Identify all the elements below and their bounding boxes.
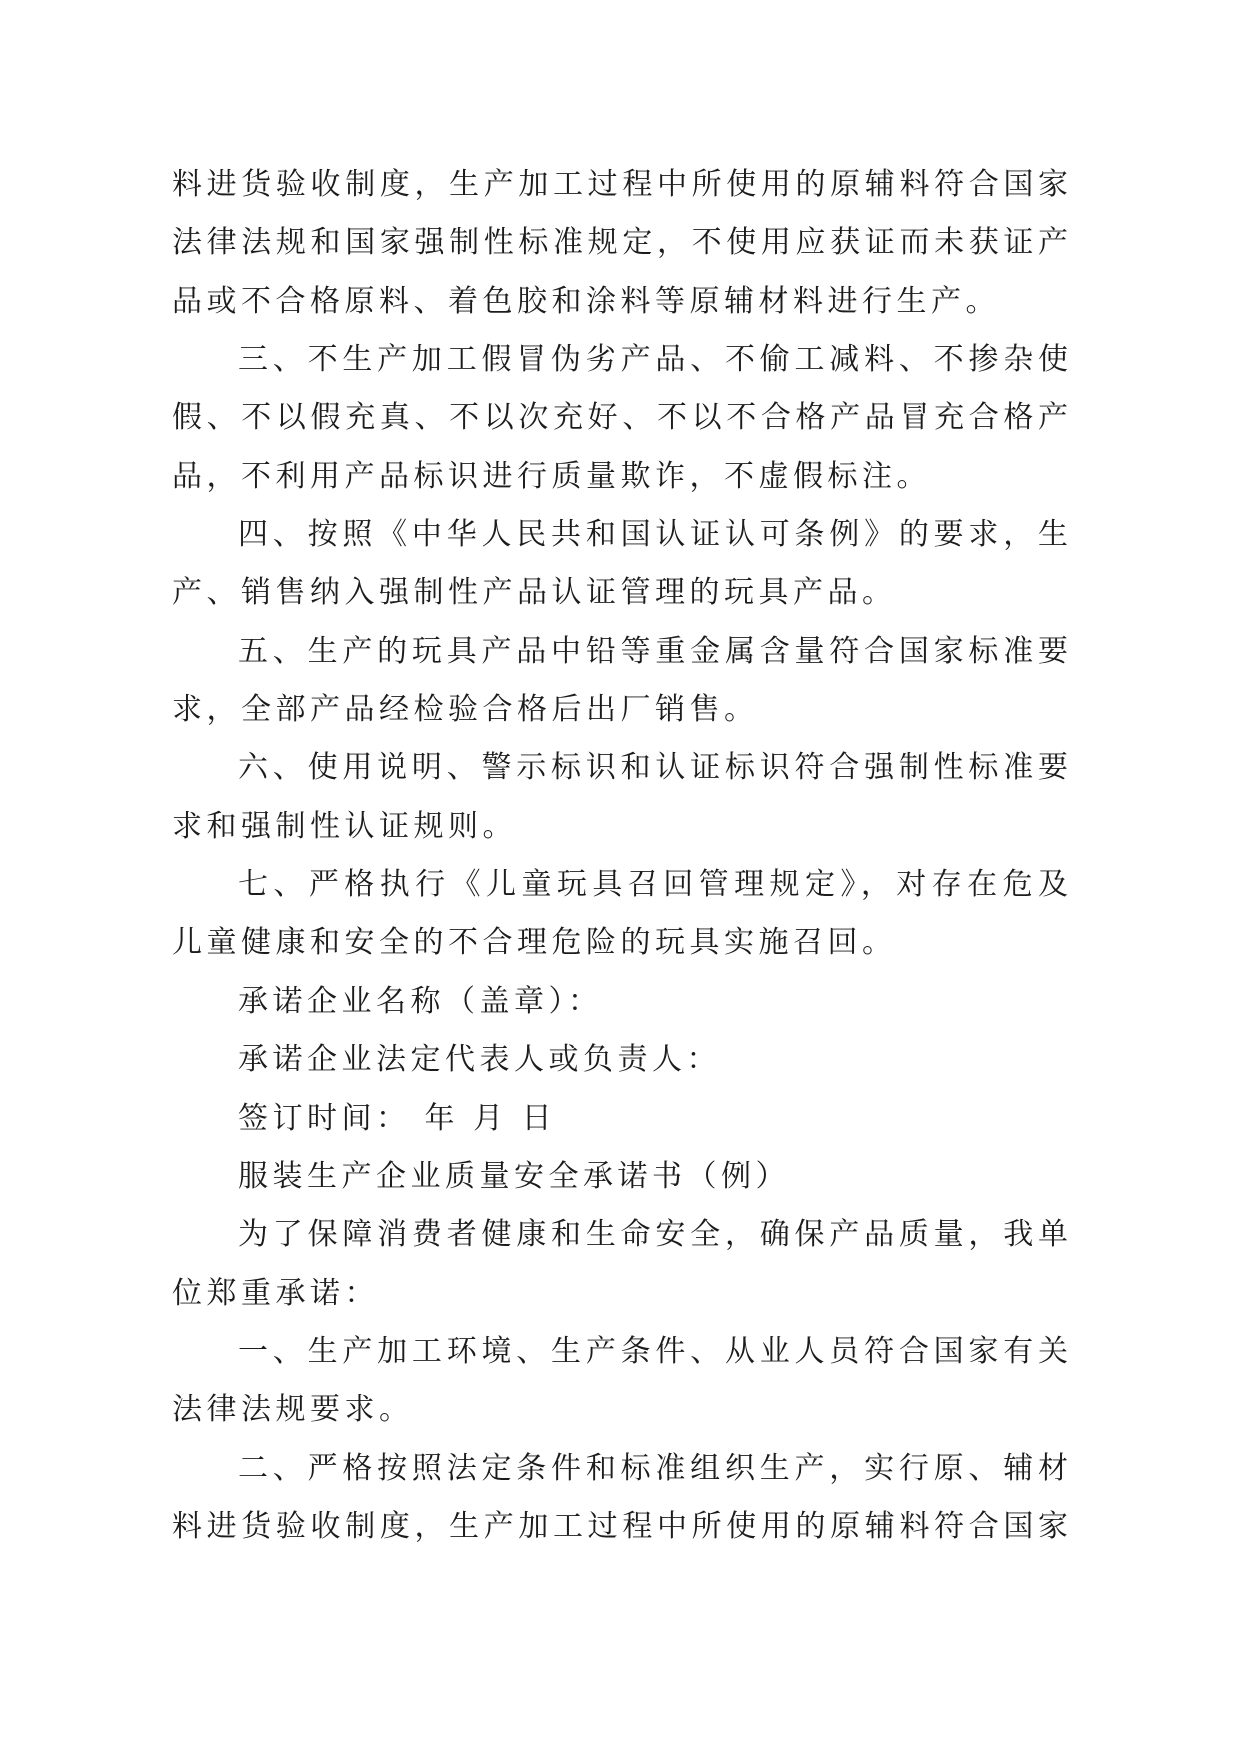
text-line: 法律法规和国家强制性标准规定，不使用应获证而未获证产 xyxy=(172,225,1072,261)
text-line: 求，全部产品经检验合格后出厂销售。 xyxy=(172,692,759,728)
text-line: 七、严格执行《儿童玩具召回管理规定》，对存在危及 xyxy=(238,867,1072,903)
clause-two-paragraph xyxy=(172,1440,1072,1557)
text-line: 假、不以假充真、不以次充好、不以不合格产品冒充合格产 xyxy=(172,400,1072,436)
clause-six-paragraph xyxy=(172,739,1072,856)
text-line: 求和强制性认证规则。 xyxy=(172,808,517,844)
text-line: 法律法规要求。 xyxy=(172,1392,414,1428)
text-line: 承诺企业名称（盖章）： xyxy=(238,983,603,1019)
text-line: 料进货验收制度，生产加工过程中所使用的原辅料符合国家 xyxy=(172,167,1072,202)
text-line: 二、严格按照法定条件和标准组织生产，实行原、辅材 xyxy=(238,1450,1072,1486)
text-line: 儿童健康和安全的不合理危险的玩具实施召回。 xyxy=(172,925,897,961)
text-line: 品或不合格原料、着色胶和涂料等原辅材料进行生产。 xyxy=(172,283,1000,319)
text-line: 四、按照《中华人民共和国认证认可条例》的要求，生 xyxy=(238,517,1072,553)
text-line: 为了保障消费者健康和生命安全，确保产品质量，我单 xyxy=(238,1217,1072,1253)
company-name-line xyxy=(172,973,1072,1031)
text-line: 签订时间： 年 月 日 xyxy=(238,1100,557,1136)
clause-three-paragraph xyxy=(172,331,1072,506)
signing-date-line xyxy=(172,1090,1072,1148)
text-line: 三、不生产加工假冒伪劣产品、不偷工减料、不掺杂使 xyxy=(238,342,1072,378)
clause-seven-paragraph xyxy=(172,856,1072,973)
section-heading xyxy=(172,1148,1072,1206)
clause-five-paragraph xyxy=(172,623,1072,740)
text-line: 一、生产加工环境、生产条件、从业人员符合国家有关 xyxy=(238,1333,1072,1369)
continued-paragraph xyxy=(172,156,1072,331)
legal-representative-line xyxy=(172,1031,1072,1089)
text-line: 产、销售纳入强制性产品认证管理的玩具产品。 xyxy=(172,575,897,611)
text-line: 位郑重承诺： xyxy=(172,1275,379,1311)
document-body xyxy=(172,156,1072,1556)
text-line: 料进货验收制度，生产加工过程中所使用的原辅料符合国家 xyxy=(172,1508,1072,1544)
text-line: 品，不利用产品标识进行质量欺诈，不虚假标注。 xyxy=(172,458,931,494)
text-line: 五、生产的玩具产品中铅等重金属含量符合国家标准要 xyxy=(238,633,1072,669)
text-line: 服装生产企业质量安全承诺书（例） xyxy=(238,1158,790,1194)
clause-four-paragraph xyxy=(172,506,1072,623)
text-line: 六、使用说明、警示标识和认证标识符合强制性标准要 xyxy=(238,750,1072,786)
text-line: 承诺企业法定代表人或负责人： xyxy=(238,1042,721,1078)
clause-one-paragraph xyxy=(172,1323,1072,1440)
intro-paragraph xyxy=(172,1206,1072,1323)
